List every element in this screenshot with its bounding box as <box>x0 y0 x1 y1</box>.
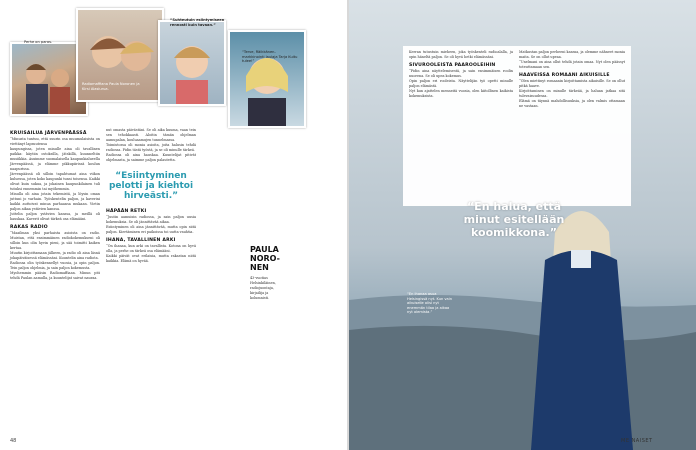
heading-ihana-arki: IHANA, TAVALLINEN ARKI <box>106 238 176 243</box>
child-photo-illustration <box>160 22 224 104</box>
right-column-1 <box>409 50 513 99</box>
body-paragraph: kaupungissa, joten minulle aina oli tavallinen paikka: käytiin ostoksilla, jätskillä, kuunneltiin musiikkia. Asuimme suomalaisella kaupunkialueella Järvenpäässä, ja elämme pikkupiirissä koulun naapurissa. <box>10 147 100 171</box>
author-column <box>250 245 288 301</box>
body-paragraph: Opin paljon eri rooleista. Näyttelijän työ opetti minulle paljon elämästä. <box>409 79 513 88</box>
author-bio: 43-vuotias Helsinkiläinen, radiojuontaja, kirjailija ja kolumnisti. <box>250 276 276 300</box>
heading-rakas-radio: RAKAS RADIO <box>10 225 48 230</box>
caption-family: Perhe on paras. <box>24 40 53 44</box>
pull-quote-right: “En halua, että minut esitellään koomikkona.” <box>463 200 565 239</box>
body-paragraph: Myohemmin pääsin Radiomaffiaan. Minun piti tehdä Paulan aamulla, ja kuuntelijat saivat nauraa. <box>10 271 100 280</box>
body-paragraph: “On ihanaa, kun arki on tavallista. Kotona on hyvä olla, ja perhe on tärkeä osa elämääni. <box>106 244 196 253</box>
body-paragraph: Toimistossa oli monia asioita, joita halusin tehdä radiossa. Pidin tästä työstä, ja se oli minulle tärkeä. <box>106 143 196 152</box>
body-paragraph: Elämä on täynnä mahdollisuuksia, ja olen valmis ottamaan ne vastaan. <box>519 99 625 108</box>
magazine-footer: ME NAISET <box>621 438 653 444</box>
body-paragraph: “Pidin aina näyttelemisestä, ja sain ensimmäisen roolin nuorena. Se oli upea kokemus. <box>409 69 513 78</box>
right-column-2 <box>519 50 625 109</box>
heading-kruisailua: KRUISAILUA JÄRVENPÄÄSSÄ <box>10 131 87 136</box>
caption-radio-duo: Radiomaffiana Paula Noronen ja Kirsi Alasiurua. <box>82 82 140 91</box>
body-paragraph: Muutin kirjoittamaan jälkeen, ja radio oli aina läsnä jokapäiväisessä elämässäni. Kuuntelin aina radiota. <box>10 251 100 260</box>
pull-quote-left: “Esiintyminen pelotti ja kiehtoi hirveästi.” <box>108 171 194 201</box>
body-paragraph: Radiossa oli aina hauskaa. Kuuntelijat pitivät ohjelmasta, ja saimme paljon palautetta. <box>106 153 196 162</box>
right-page <box>349 0 696 450</box>
body-paragraph: Kirjoittaminen on minulle tärkeää, ja haluan jatkaa sitä tulevaisuudessa. <box>519 89 625 98</box>
body-paragraph: Järvenpäässä oli silloin tapahtumat aina viikon kuluessa, joten koko kaupunki tunsi toisensa. Kaikki olivat kuin sukua, ja jokainen kaupunkilainen tuli tutuksi ennemmin tai myöhemmin. <box>10 172 100 191</box>
body-paragraph: Kerran tutustuin mieheen, joka työskenteli radioalalla, ja opin häneltä paljon. Se oli hyvä hetki elämässäni. <box>409 50 513 59</box>
heading-sivurooleista: SIVUROOLEISTA PAAROOLEIHIN <box>409 63 496 68</box>
child-photo <box>158 20 226 106</box>
photo-caption-right: “En ihanaa asua Helsingissä nyt. Kun vain aikuiselle olisi nyt enemmän tilaa ja aikaa nyt olemista.” <box>407 292 453 315</box>
left-column-2 <box>106 128 196 264</box>
heading-haaveissa: HAAVEISSA ROMAANI AIKUISILLE <box>519 73 610 78</box>
body-paragraph: “Olen miettinyt romaanin kirjoittamista aikuisille. Se on ollut pitkä haave. <box>519 79 625 88</box>
heading-hapaan-retki: HÄPÄÄN RETKI <box>106 209 147 214</box>
page-number-left: 48 <box>10 438 17 444</box>
body-paragraph: nut omasta päivästäni. Se oli aika kuuma, vaan tein sen tehokkaasti. Aloitin tämän ohjelman aamupalan, kouluaamujen tunnelmassa. <box>106 128 196 142</box>
portrait-photo <box>228 30 306 128</box>
body-paragraph: Minulla oli aina jotain tekemistä, ja löysin oman juttuni jo varhain. Työskentelin paljon, ja kaverini kaikki auttoivat minua parhaansa mukaan. Vietin paljon aikaa ystävien kanssa. <box>10 192 100 211</box>
body-paragraph: Radiossa olin työskennellyt vuosia, ja opin paljon. Tein paljon ohjelmia, ja sain paljon kokemusta. <box>10 261 100 270</box>
left-page <box>0 0 347 450</box>
body-paragraph: “Minusta tuntuu, että suurin osa muumulaisista on viettänyt lapsuutensa <box>10 137 100 146</box>
body-paragraph: Esiintyminen oli aina jännittävää, mutta opin siitä paljon. Kiertäminen eri paikoissa toi uutta vauhtia. <box>106 225 196 234</box>
portrait-illustration <box>230 32 304 126</box>
author-name: PAULA NORO-NEN <box>250 245 280 272</box>
body-paragraph: Matkustan paljon perheeni kanssa, ja olemme nähneet monia maita. Se on ollut upeaa. <box>519 50 625 59</box>
body-paragraph: “Unelmani on aina ollut tehdä jotain omaa. Nyt olen päässyt toteuttamaan sen. <box>519 60 625 69</box>
caption-portrait: “Terve, Räikkänen-markkinointi laulaja Tarja Kuitu tulee!” <box>242 50 298 64</box>
body-paragraph: Kaikki päivät ovat erilaisia, mutta rakastan niitä kaikkia. Elämä on hyvää. <box>106 254 196 263</box>
body-paragraph: “Maailman yksi parhaista asioista on radio. Muistan, että ensimmäinen radiokokemukseni oli silloin kun olin hyvin pieni, ja sää toimitti kaiken kertaa. <box>10 231 100 250</box>
left-column-1 <box>10 128 100 281</box>
body-paragraph: “Juutin aamuisin radiossa, ja sain paljon uusia kokemuksia. Se oli jännittävää aikaa. <box>106 215 196 224</box>
body-paragraph: Juttelin paljon ystävien kanssa, ja meillä oli hauskaa. Kaverit olivat tärkeä osa elämääni. <box>10 212 100 221</box>
caption-child: “Suhteutuin esiintymiseen rennosti kuin tavaan.” <box>170 18 225 27</box>
family-photo-illustration <box>12 44 86 114</box>
body-paragraph: Nyt kun ajattelen menneitä vuosia, olen kiitollinen kaikista kokemuksista. <box>409 89 513 98</box>
